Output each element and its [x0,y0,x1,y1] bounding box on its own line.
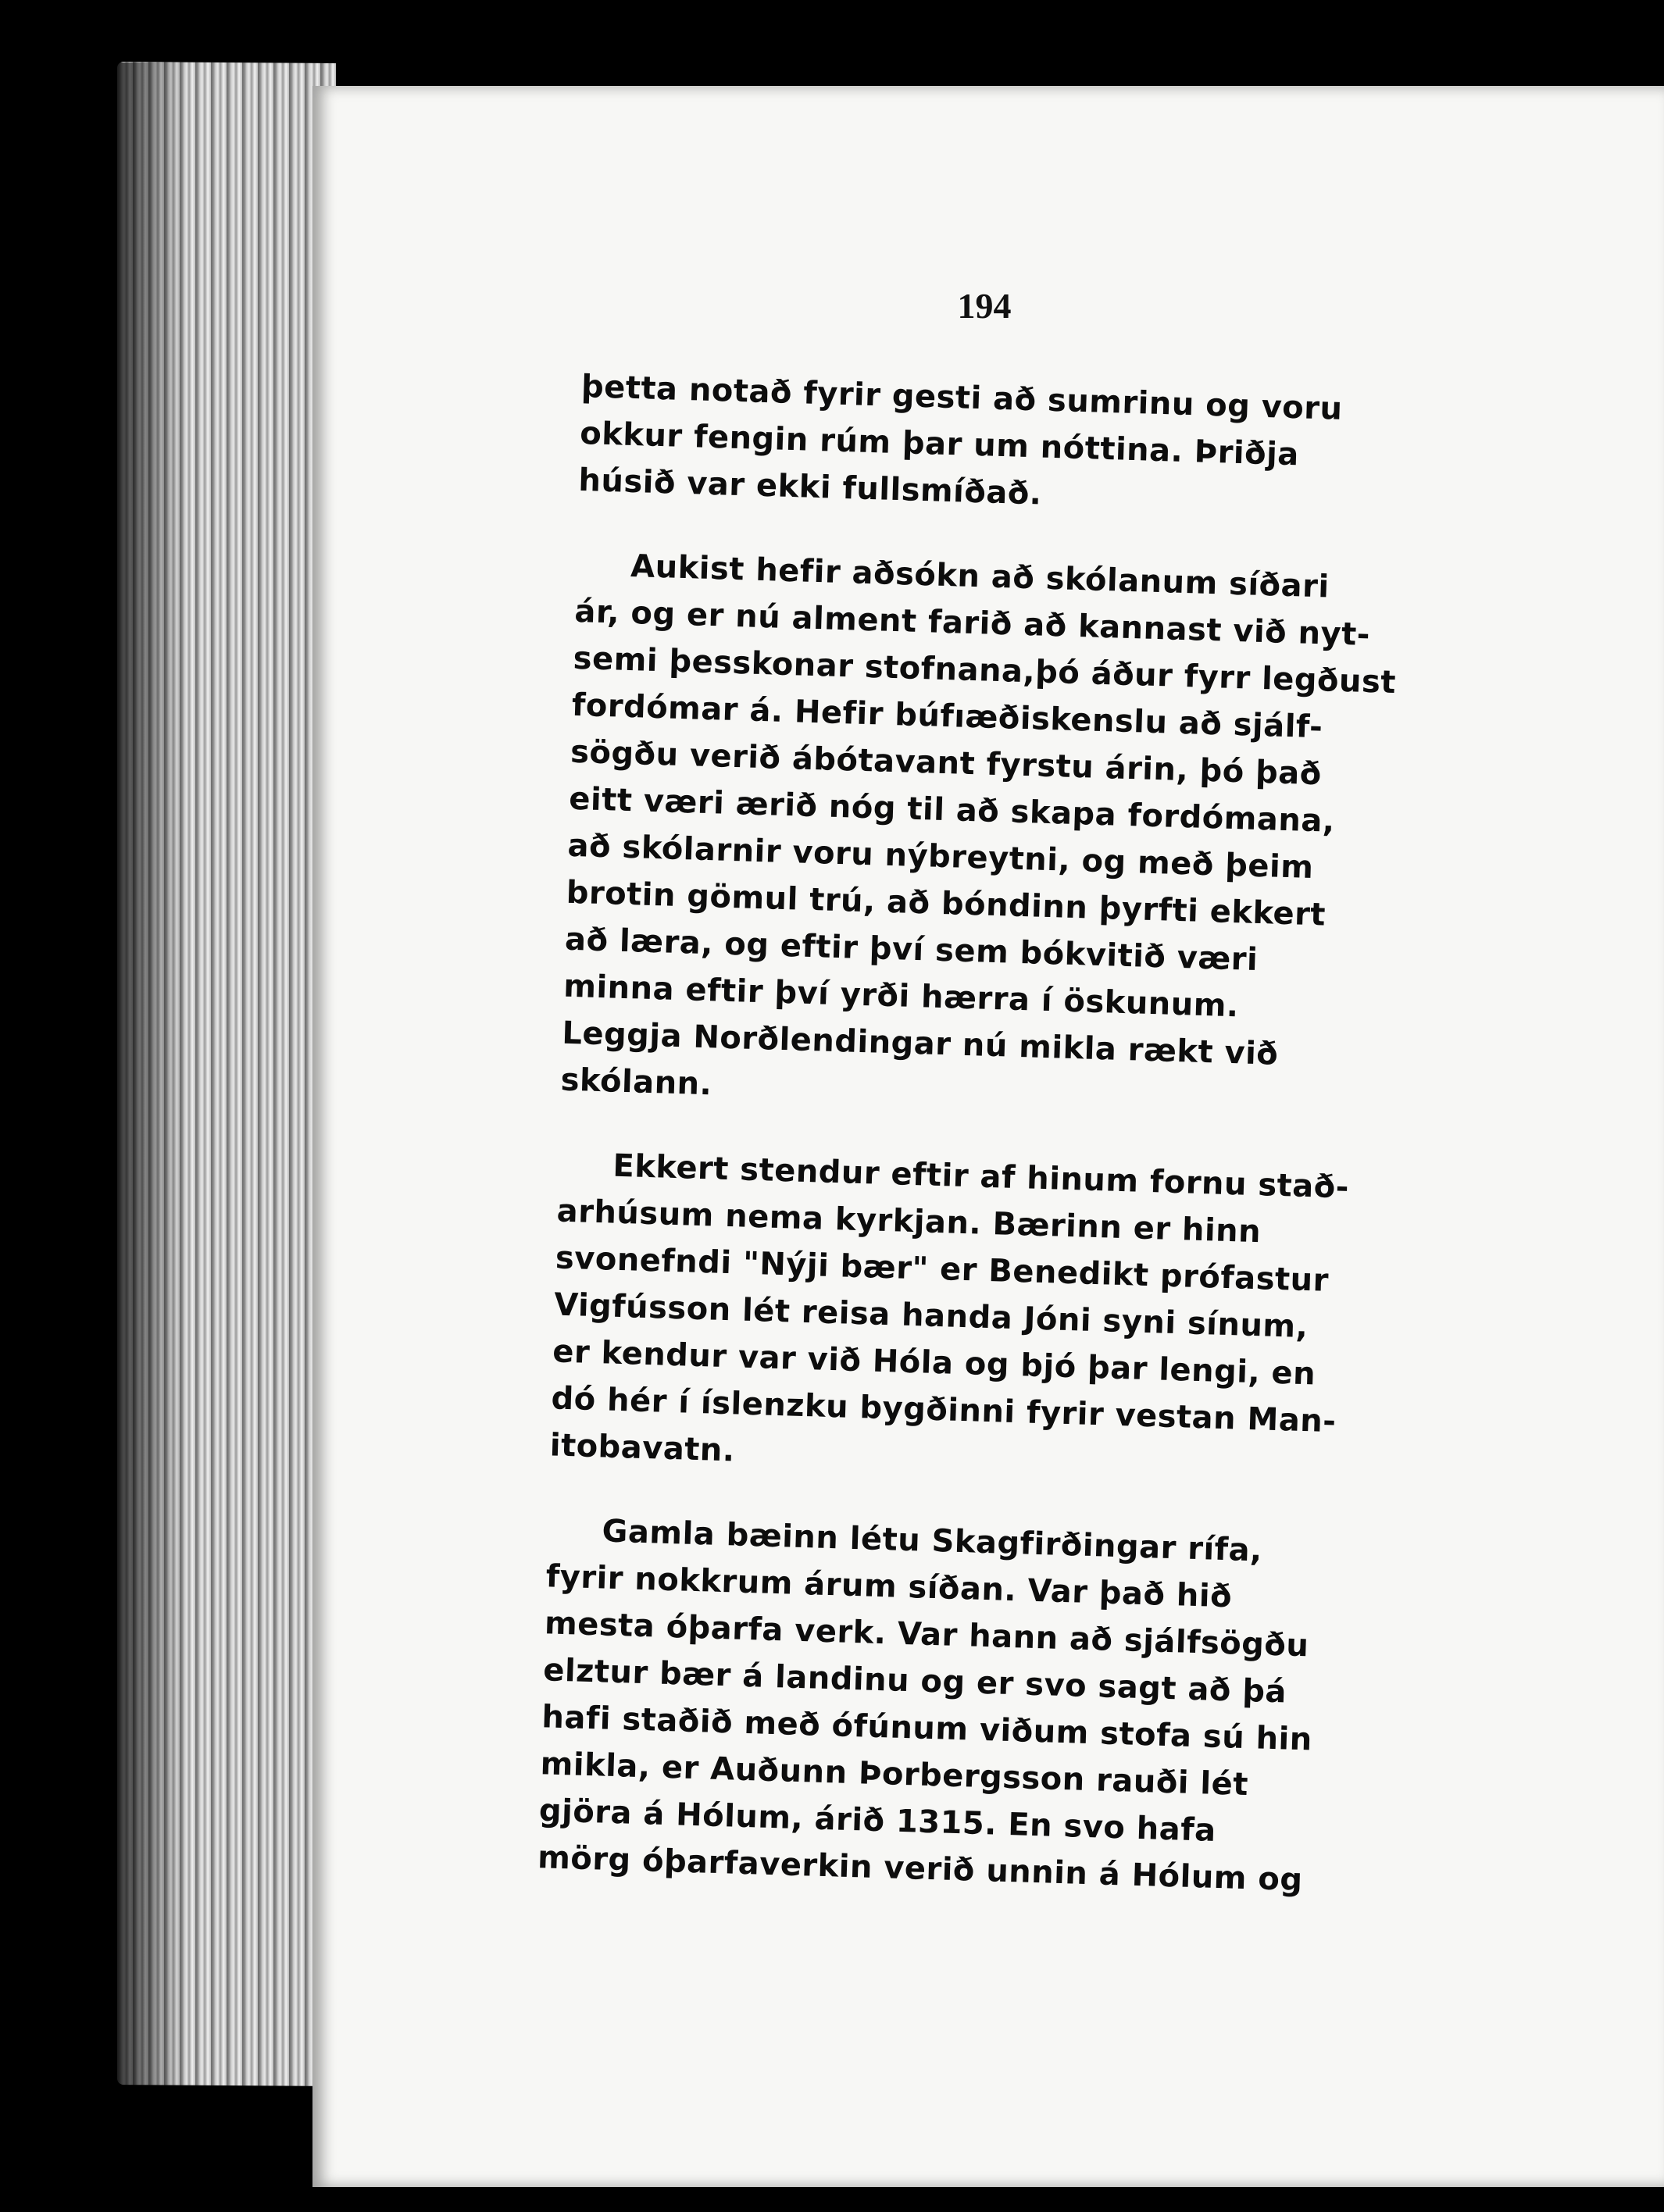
text-line: mikla, er Auðunn Þorbergsson rauði lét [540,1746,1249,1803]
text-line: Aukist hefir aðsókn að skólanum síðari [630,548,1330,605]
text-line: Vigfússon lét reisa handa Jóni syni sínum, [553,1286,1309,1346]
text-line: minna eftir því yrði hærra í öskunum. [562,968,1240,1025]
text-line: semi þesskonar stofnana,þó áður fyrr legðust [573,640,1397,701]
text-line: Ekkert stendur eftir af hinum fornu stað- [612,1147,1350,1206]
text-line: elztur bær á landinu og er svo sagt að þá [542,1652,1287,1711]
text-line: að læra, og eftir því sem bókvitið væri [564,921,1259,978]
paragraph-1 [578,363,1418,529]
paragraph-4 [537,1506,1384,1906]
text-line: svonefndi "Nýji bær" er Benedikt prófastur [555,1240,1330,1299]
text-line: ár, og er nú alment farið að kannast við nyt- [573,593,1371,654]
text-line: skólann. [560,1061,713,1103]
text-line: húsið var ekki fullsmíðað. [577,462,1043,512]
text-line: Gamla bæinn létu Skagfirðingar rífa, [601,1513,1263,1569]
paragraph-3 [549,1141,1394,1494]
text-line: eitt væri ærið nóg til að skapa fordómana, [568,780,1336,840]
page-number: 194 [957,286,1012,326]
text-line: mesta óþarfa verk. Var hann að sjálfsögðu [544,1605,1309,1664]
text-line: er kendur var við Hóla og bjó þar lengi, en [552,1333,1316,1393]
text-line: að skólarnir voru nýbreytni, og með þeim [566,827,1315,887]
text-line: dó hér í íslenzku bygðinni fyrir vestan Man- [550,1380,1337,1440]
text-line: okkur fengin rúm þar um nóttina. Þriðja [579,415,1300,473]
body-text [536,363,1418,1943]
text-line: itobavatn. [549,1427,736,1469]
text-line: brotin gömul trú, að bóndinn þyrfti ekkert [566,874,1327,933]
text-line: fyrir nokkrum árum síðan. Var það hið [545,1558,1233,1615]
text-line: arhúsum nema kyrkjan. Bærinn er hinn [556,1193,1262,1250]
paragraph-2 [560,541,1412,1128]
text-line: sögðu verið ábótavant fyrstu árin, þó það [570,733,1323,793]
page-edges-shadow [117,62,187,2085]
text-line: þetta notað fyrir gesti að sumrinu og voru [580,368,1344,427]
text-line: Leggja Norðlendingar nú mikla rækt við [561,1015,1279,1072]
text-line: fordómar á. Hefir búfıæðiskenslu að sjálf- [571,687,1323,746]
text-line: gjöra á Hólum, árið 1315. En svo hafa [538,1793,1217,1849]
text-line: hafi staðið með ófúnum viðum stofa sú hin [541,1699,1313,1758]
text-line: mörg óþarfaverkin verið unnin á Hólum og [537,1839,1304,1899]
